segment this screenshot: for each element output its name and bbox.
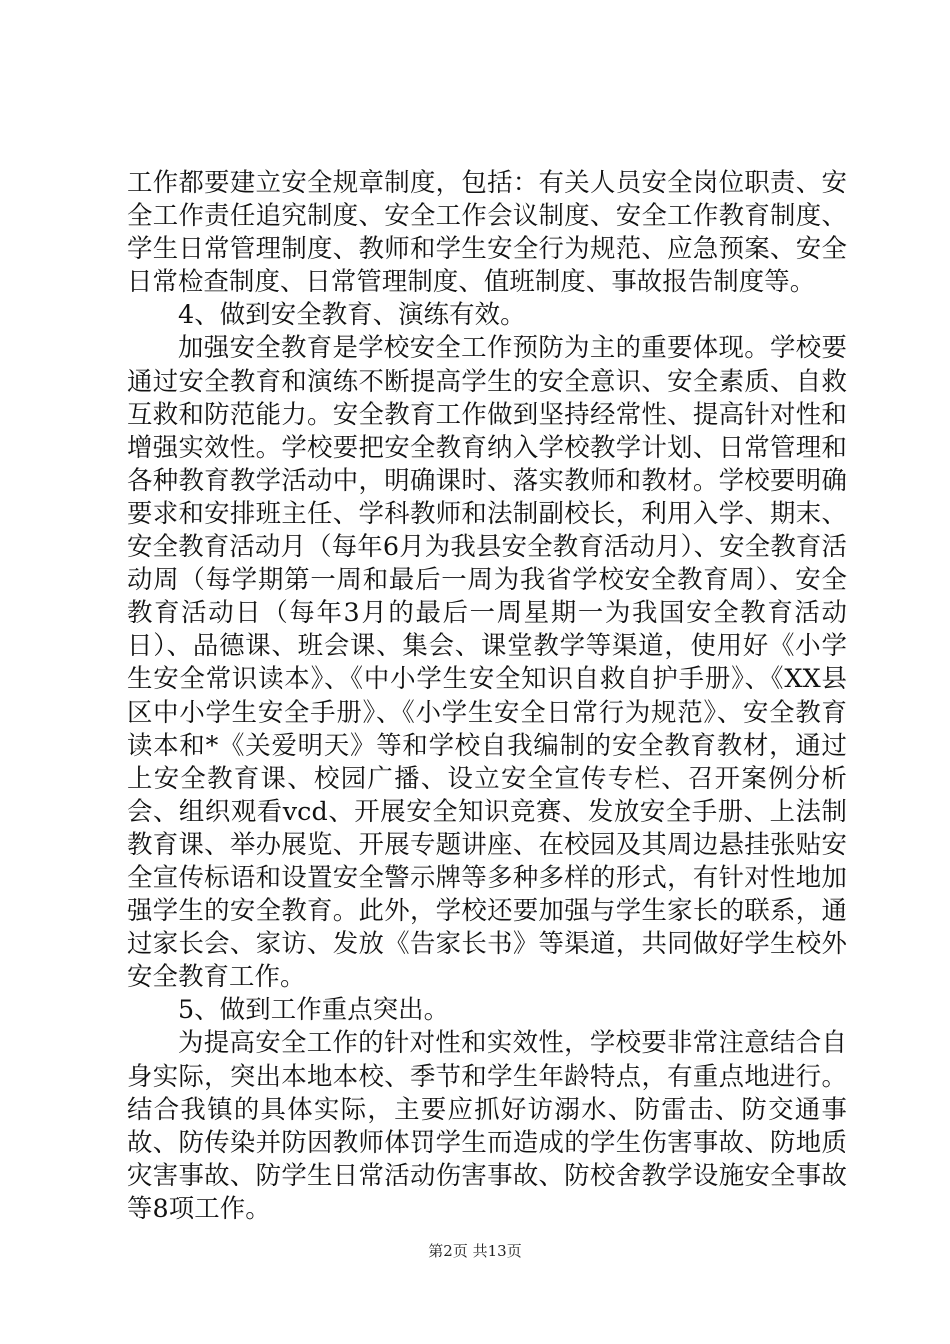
section-heading-4: 4、做到安全教育、演练有效。 bbox=[178, 299, 526, 330]
page-footer bbox=[0, 1241, 950, 1261]
section-heading-5: 5、做到工作重点突出。 bbox=[178, 994, 450, 1025]
page-number-label: 第2页 共13页 bbox=[428, 1242, 522, 1260]
paragraph-key-work: 为提高安全工作的针对性和实效性，学校要非常注意结合自身实际，突出本地本校、季节和学生年龄特点，有重点地进行。结合我镇的具体实际，主要应抓好访溺水、防雷击、防交通事故、防传染并防因教师体罚学生而造成的学生伤害事故、防地质灾害事故、防学生日常活动伤害事故、防校舍教学设施安全事故等8项工作。 bbox=[127, 1027, 847, 1223]
document-body bbox=[127, 166, 847, 1225]
paragraph-safety-education: 加强安全教育是学校安全工作预防为主的重要体现。学校要通过安全教育和演练不断提高学生的安全意识、安全素质、自救互救和防范能力。安全教育工作做到坚持经常性、提高针对性和增强实效性。学校要把安全教育纳入学校教学计划、日常管理和各种教育教学活动中，明确课时、落实教师和教材。学校要明确要求和安排班主任、学科教师和法制副校长，利用入学、期末、安全教育活动月（每年6月为我县安全教育活动月）、安全教育活动周（每学期第一周和最后一周为我省学校安全教育周）、安全教育活动日（每年3月的最后一周星期一为我国安全教育活动日）、品德课、班会课、集会、课堂教学等渠道，使用好《小学生安全常识读本》、《中小学生安全知识自救自护手册》、《XX县区中小学生安全手册》、《小学生安全日常行为规范》、安全教育读本和*《关爱明天》等和学校自我编制的安全教育教材，通过上安全教育课、校园广播、设立安全宣传专栏、召开案例分析会、组织观看vcd、开展安全知识竞赛、发放安全手册、上法制教育课、举办展览、开展专题讲座、在校园及其周边悬挂张贴安全宣传标语和设置安全警示牌等多种多样的形式，有针对性地加强学生的安全教育。此外，学校还要加强与学生家长的联系，通过家长会、家访、发放《告家长书》等渠道，共同做好学生校外安全教育工作。 bbox=[127, 332, 847, 992]
paragraph-continuation: 工作都要建立安全规章制度，包括：有关人员安全岗位职责、安全工作责任追究制度、安全工作会议制度、安全工作教育制度、学生日常管理制度、教师和学生安全行为规范、应急预案、安全日常检查制度、日常管理制度、值班制度、事故报告制度等。 bbox=[127, 167, 847, 297]
